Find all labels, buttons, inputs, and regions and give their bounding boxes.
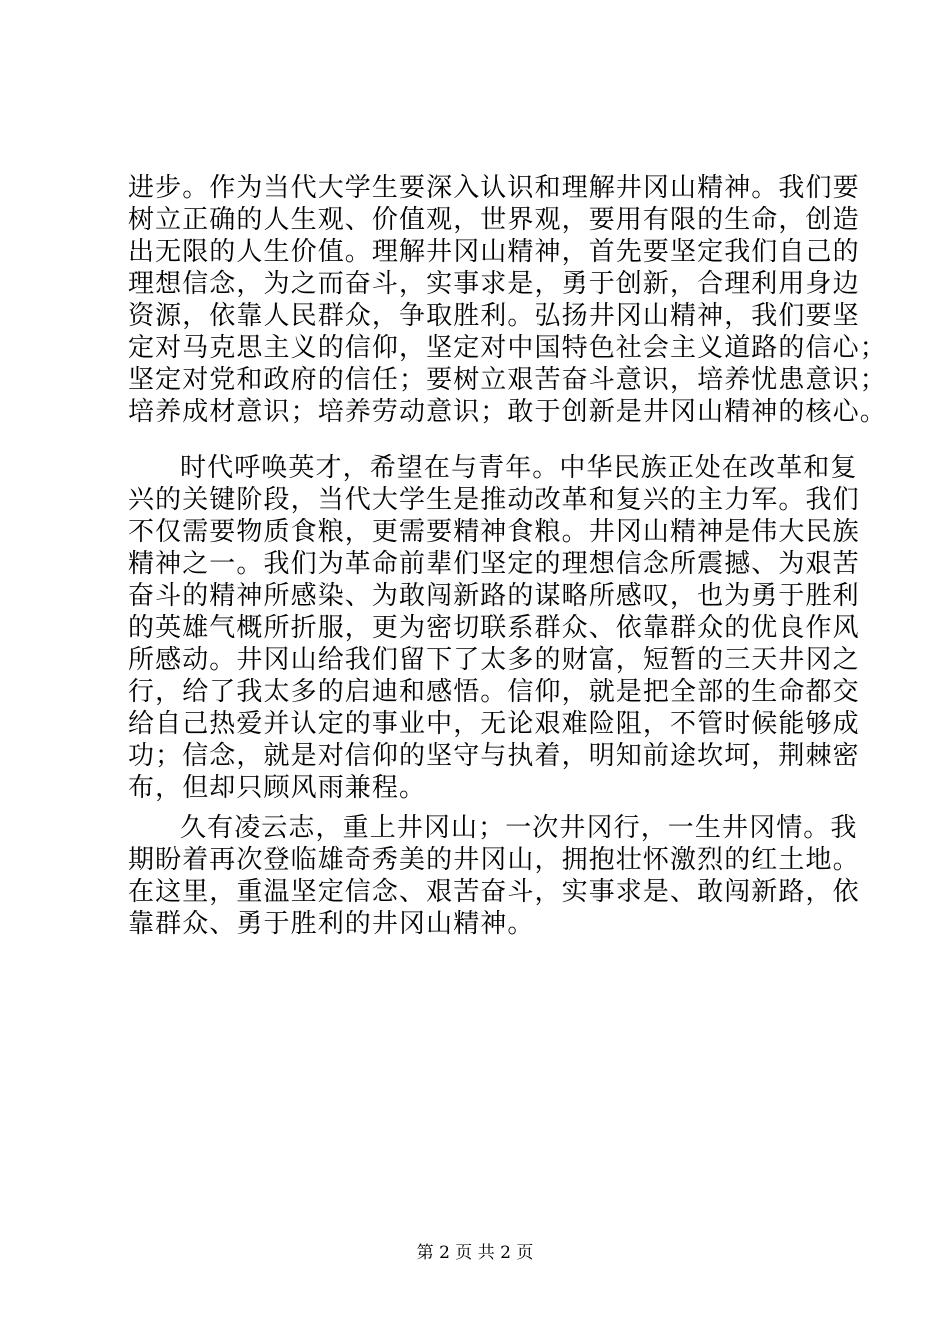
paragraph-1-line-1: 进步。作为当代大学生要深入认识和理解井冈山精神。我们要 (128, 173, 860, 203)
paragraph-2-line-10: 功；信念，就是对信仰的坚守与执着，明知前途坎坷，荆棘密 (128, 741, 860, 771)
paragraph-2-line-5: 奋斗的精神所感染、为敢闯新路的谋略所感叹，也为勇于胜利 (128, 581, 860, 611)
paragraph-2-line-4: 精神之一。我们为革命前辈们坚定的理想信念所震撼、为艰苦 (128, 549, 860, 579)
paragraph-3-line-3: 在这里，重温坚定信念、艰苦奋斗，实事求是、敢闯新路，依 (128, 877, 860, 907)
paragraph-3-line-1: 久有凌云志，重上井冈山；一次井冈行，一生井冈情。我 (180, 813, 858, 843)
paragraph-2-line-9: 给自己热爱并认定的事业中，无论艰难险阻，不管时候能够成 (128, 709, 860, 739)
paragraph-1-line-5: 资源，依靠人民群众，争取胜利。弘扬井冈山精神，我们要坚 (128, 301, 860, 331)
paragraph-2-line-11: 布，但却只顾风雨兼程。 (128, 773, 427, 803)
paragraph-3-line-2: 期盼着再次登临雄奇秀美的井冈山，拥抱壮怀激烈的红土地。 (128, 845, 860, 875)
paragraph-2-line-2: 兴的关键阶段，当代大学生是推动改革和复兴的主力军。我们 (128, 485, 860, 515)
paragraph-2-line-6: 的英雄气概所折服，更为密切联系群众、依靠群众的优良作风 (128, 613, 860, 643)
page-number-footer: 第 2 页 共 2 页 (416, 1243, 534, 1263)
paragraph-1-line-8: 培养成材意识；培养劳动意识；敢于创新是井冈山精神的核心。 (128, 397, 887, 427)
paragraph-1-line-2: 树立正确的人生观、价值观，世界观，要用有限的生命，创造 (128, 205, 860, 235)
paragraph-1-line-4: 理想信念，为之而奋斗，实事求是，勇于创新，合理利用身边 (128, 269, 860, 299)
paragraph-2-line-1: 时代呼唤英才，希望在与青年。中华民族正处在改革和复 (180, 453, 858, 483)
paragraph-2-line-8: 行，给了我太多的启迪和感悟。信仰，就是把全部的生命都交 (128, 677, 860, 707)
paragraph-1-line-3: 出无限的人生价值。理解井冈山精神，首先要坚定我们自己的 (128, 237, 860, 267)
paragraph-2-line-3: 不仅需要物质食粮，更需要精神食粮。井冈山精神是伟大民族 (128, 517, 860, 547)
paragraph-1-line-7: 坚定对党和政府的信任；要树立艰苦奋斗意识，培养忧患意识； (128, 365, 887, 395)
paragraph-2-line-7: 所感动。井冈山给我们留下了太多的财富，短暂的三天井冈之 (128, 645, 860, 675)
paragraph-1-line-6: 定对马克思主义的信仰，坚定对中国特色社会主义道路的信心； (128, 333, 887, 363)
paragraph-3-line-4: 靠群众、勇于胜利的井冈山精神。 (128, 909, 535, 939)
